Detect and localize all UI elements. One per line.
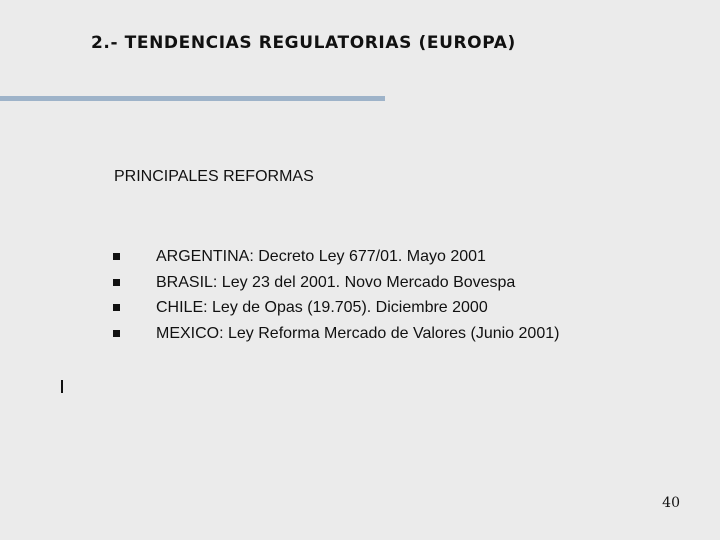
- reform-text: MEXICO: Ley Reforma Mercado de Valores (Junio 2001): [156, 324, 560, 342]
- square-bullet-icon: [113, 330, 120, 337]
- reform-text: BRASIL: Ley 23 del 2001. Novo Mercado Bovespa: [156, 273, 516, 291]
- square-bullet-icon: [113, 253, 120, 260]
- square-bullet-icon: [113, 304, 120, 311]
- reform-text: ARGENTINA: Decreto Ley 677/01. Mayo 2001: [156, 248, 486, 265]
- reform-text: CHILE: Ley de Opas (19.705). Diciembre 2000: [156, 299, 488, 316]
- page-number: 40: [662, 495, 680, 511]
- title-underline-bar: [0, 96, 385, 101]
- text-cursor-mark: [61, 380, 63, 393]
- section-heading: PRINCIPALES REFORMAS: [114, 168, 314, 185]
- slide-title: 2.- TENDENCIAS REGULATORIAS (EUROPA): [91, 33, 516, 53]
- square-bullet-icon: [113, 279, 120, 286]
